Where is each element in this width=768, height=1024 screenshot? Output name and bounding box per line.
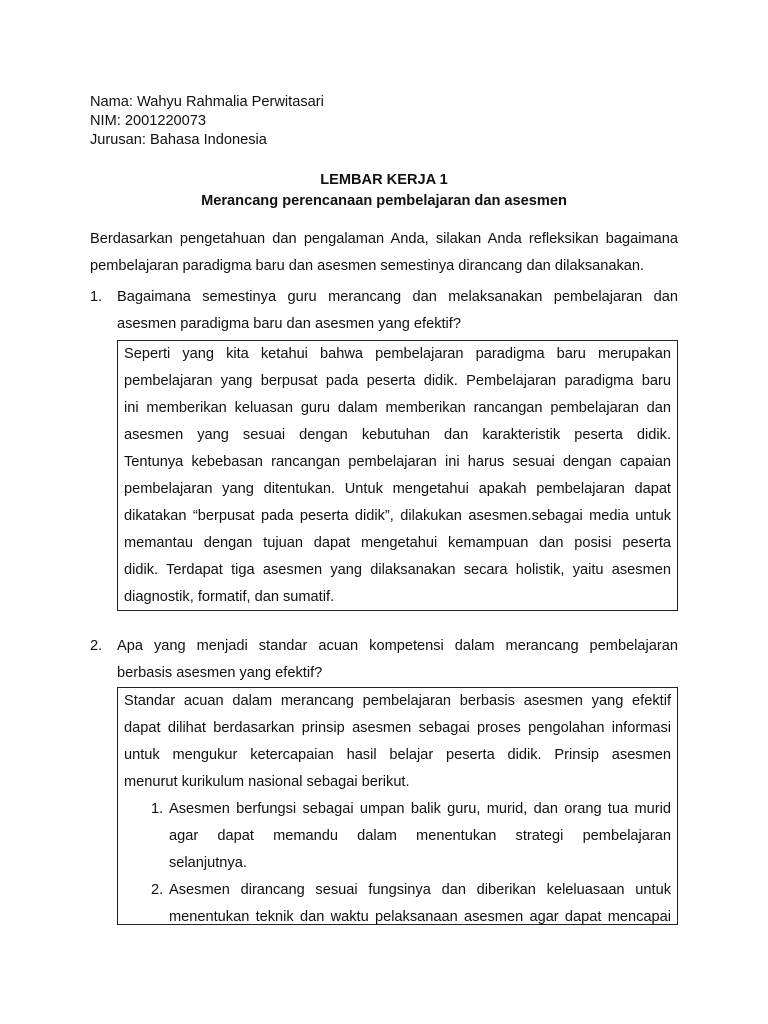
principle-line: agar dapat memandu dalam menentukan strategi pembelajaran: [169, 828, 671, 844]
answer-line: dapat dilihat berdasarkan prinsip asesmen sebagai proses pengolahan informasi: [124, 720, 671, 736]
principle-item: [124, 877, 671, 925]
answer-line: Tentunya kebebasan rancangan pembelajaran ini harus sesuai dengan capaian: [124, 454, 671, 470]
principle-number: 1.: [151, 801, 164, 817]
answer-line: pembelajaran yang ditentukan. Untuk mengetahui apakah pembelajaran dapat: [124, 481, 671, 497]
student-nim: NIM: 2001220073: [90, 113, 207, 129]
student-info: [90, 93, 324, 150]
worksheet-title: [0, 170, 768, 212]
answer-line: dikatakan “berpusat pada peserta didik”, dilakukan asesmen.sebagai media untuk: [124, 508, 671, 524]
title-line-1: LEMBAR KERJA 1: [320, 172, 448, 188]
principle-line: Asesmen dirancang sesuai fungsinya dan diberikan keleluasaan untuk: [169, 882, 671, 898]
intro-line: Berdasarkan pengetahuan dan pengalaman Anda, silakan Anda refleksikan bagaimana: [90, 231, 678, 247]
principle-line: menentukan teknik dan waktu pelaksanaan asesmen agar dapat mencapai: [169, 909, 671, 925]
title-line-2: Merancang perencanaan pembelajaran dan asesmen: [201, 193, 567, 209]
question-line: asesmen paradigma baru dan asesmen yang efektif?: [117, 316, 461, 332]
answer-line: menurut kurikulum nasional sebagai berikut.: [124, 774, 410, 790]
student-name: Nama: Wahyu Rahmalia Perwitasari: [90, 94, 324, 110]
answer-line: ini memberikan keluasan guru dalam memberikan rancangan pembelajaran dan: [124, 400, 671, 416]
principle-number: 2.: [151, 882, 164, 898]
answer-line: Standar acuan dalam merancang pembelajaran berbasis asesmen yang efektif: [124, 693, 671, 709]
answer-box-2: [117, 687, 678, 925]
answer-line: didik. Terdapat tiga asesmen yang dilaksanakan secara holistik, yaitu asesmen: [124, 562, 671, 578]
question-line: berbasis asesmen yang efektif?: [117, 665, 323, 681]
answer-line: Seperti yang kita ketahui bahwa pembelajaran paradigma baru merupakan: [124, 346, 671, 362]
intro-line: pembelajaran paradigma baru dan asesmen semestinya dirancang dan dilaksanakan.: [90, 258, 645, 274]
answer-box-1: [117, 340, 678, 611]
student-major: Jurusan: Bahasa Indonesia: [90, 132, 267, 148]
answer-line: memantau dengan tujuan dapat mengetahui kemampuan dan posisi peserta: [124, 535, 671, 551]
answer-line: untuk mengukur ketercapaian hasil belajar peserta didik. Prinsip asesmen: [124, 747, 671, 763]
question-1: [90, 284, 678, 338]
principle-line: Asesmen berfungsi sebagai umpan balik guru, murid, dan orang tua murid: [169, 801, 671, 817]
principle-line: selanjutnya.: [169, 855, 247, 871]
answer-line: asesmen yang sesuai dengan kebutuhan dan karakteristik peserta didik.: [124, 427, 671, 443]
question-line: Apa yang menjadi standar acuan kompetensi dalam merancang pembelajaran: [117, 638, 678, 654]
question-number: 1.: [90, 289, 103, 305]
question-line: Bagaimana semestinya guru merancang dan melaksanakan pembelajaran dan: [117, 289, 678, 305]
question-number: 2.: [90, 638, 103, 654]
question-2: [90, 633, 678, 687]
answer-line: pembelajaran yang berpusat pada peserta didik. Pembelajaran paradigma baru: [124, 373, 671, 389]
principle-item: [124, 796, 671, 877]
answer-line: diagnostik, formatif, dan sumatif.: [124, 589, 335, 605]
intro-paragraph: [90, 226, 678, 280]
